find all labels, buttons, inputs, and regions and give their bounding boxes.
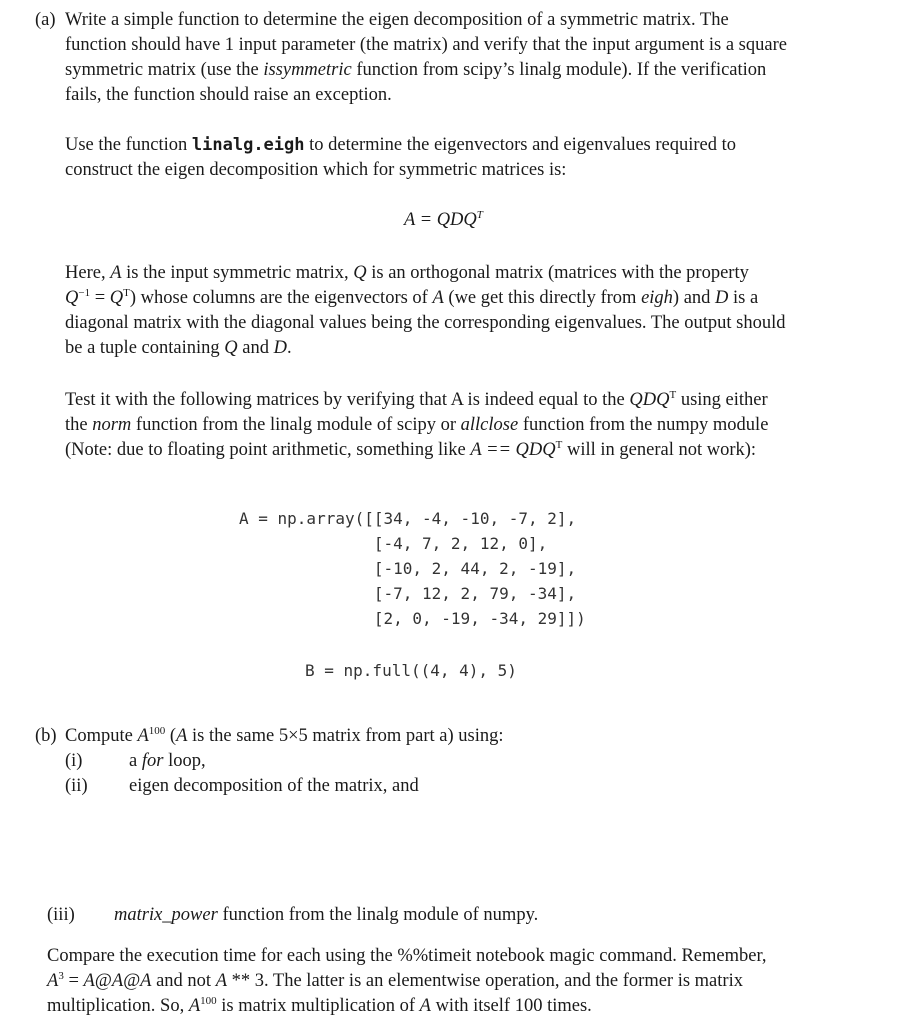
code-line: A = np.array([[34, -4, -10, -7, 2],	[239, 509, 577, 528]
eigh-line-2: construct the eigen decomposition which for symmetric matrices is:	[65, 160, 567, 180]
list-item	[47, 903, 75, 928]
part-b-line-1: Compute $A^{100}$ (A is the same 5×5 matrix from part a) using:	[65, 724, 504, 746]
list-item-text: a for loop,	[129, 751, 206, 771]
eigh-line-1: Use the function linalg.eigh to determine the eigenvectors and eigenvalues required to	[65, 135, 736, 155]
list-item	[65, 774, 88, 799]
explain-line-3: diagonal matrix with the diagonal values being the corresponding eigenvalues. The output should	[65, 313, 786, 333]
explain-line-1: Here, A is the input symmetric matrix, Q is an orthogonal matrix (matrices with the property	[65, 263, 749, 283]
compare-line-3: multiplication. So, $A^{100}$ is matrix multiplication of A with itself 100 times.	[47, 994, 592, 1016]
list-item	[65, 749, 82, 774]
list-item-number: (ii)	[65, 776, 88, 796]
code-line: [2, 0, -19, -34, 29]])	[239, 609, 586, 628]
list-item-number: (iii)	[47, 905, 75, 925]
list-item-text: matrix_power function from the linalg module of numpy.	[114, 905, 539, 925]
list-item-text: eigen decomposition of the matrix, and	[129, 776, 419, 796]
part-a-intro-line-1: Write a simple function to determine the eigen decomposition of a symmetric matrix. The	[65, 10, 729, 30]
list-item-number: (i)	[65, 751, 83, 771]
code-matrix-b: B = np.full((4, 4), 5)	[305, 661, 517, 680]
part-a-intro-line-4: fails, the function should raise an exception.	[65, 85, 392, 105]
part-a-label: (a)	[35, 10, 56, 30]
part-b-label: (b)	[35, 726, 57, 746]
test-line-1: Test it with the following matrices by verifying that A is indeed equal to the $QDQ^T$ using either	[65, 388, 768, 410]
inline-code-linalg-eigh: linalg.eigh	[191, 135, 305, 155]
decomposition-formula: $A = QDQ^T$	[404, 208, 483, 230]
compare-line-1: Compare the execution time for each using the %%timeit notebook magic command. Remember,	[47, 946, 767, 966]
code-line: [-10, 2, 44, 2, -19],	[239, 559, 577, 578]
explain-line-4: be a tuple containing Q and D.	[65, 338, 292, 358]
code-line: [-4, 7, 2, 12, 0],	[239, 534, 548, 553]
part-a-intro-line-2: function should have 1 input parameter (the matrix) and verify that the input argument is a square	[65, 35, 787, 55]
compare-line-2: $A^3$ = A@A@A and not A ** 3. The latter is an elementwise operation, and the former is matrix	[47, 969, 743, 991]
test-line-2: the norm function from the linalg module of scipy or allclose function from the numpy module	[65, 415, 769, 435]
explain-line-2: $Q^{-1} = Q^T$) whose columns are the eigenvectors of A (we get this directly from eigh) and D is a	[65, 286, 759, 308]
part-a-intro-line-3: symmetric matrix (use the issymmetric function from scipy’s linalg module). If the verification	[65, 60, 767, 80]
code-line: [-7, 12, 2, 79, -34],	[239, 584, 577, 603]
test-line-3: (Note: due to floating point arithmetic, something like $A == QDQ^T$ will in general not work):	[65, 438, 757, 460]
